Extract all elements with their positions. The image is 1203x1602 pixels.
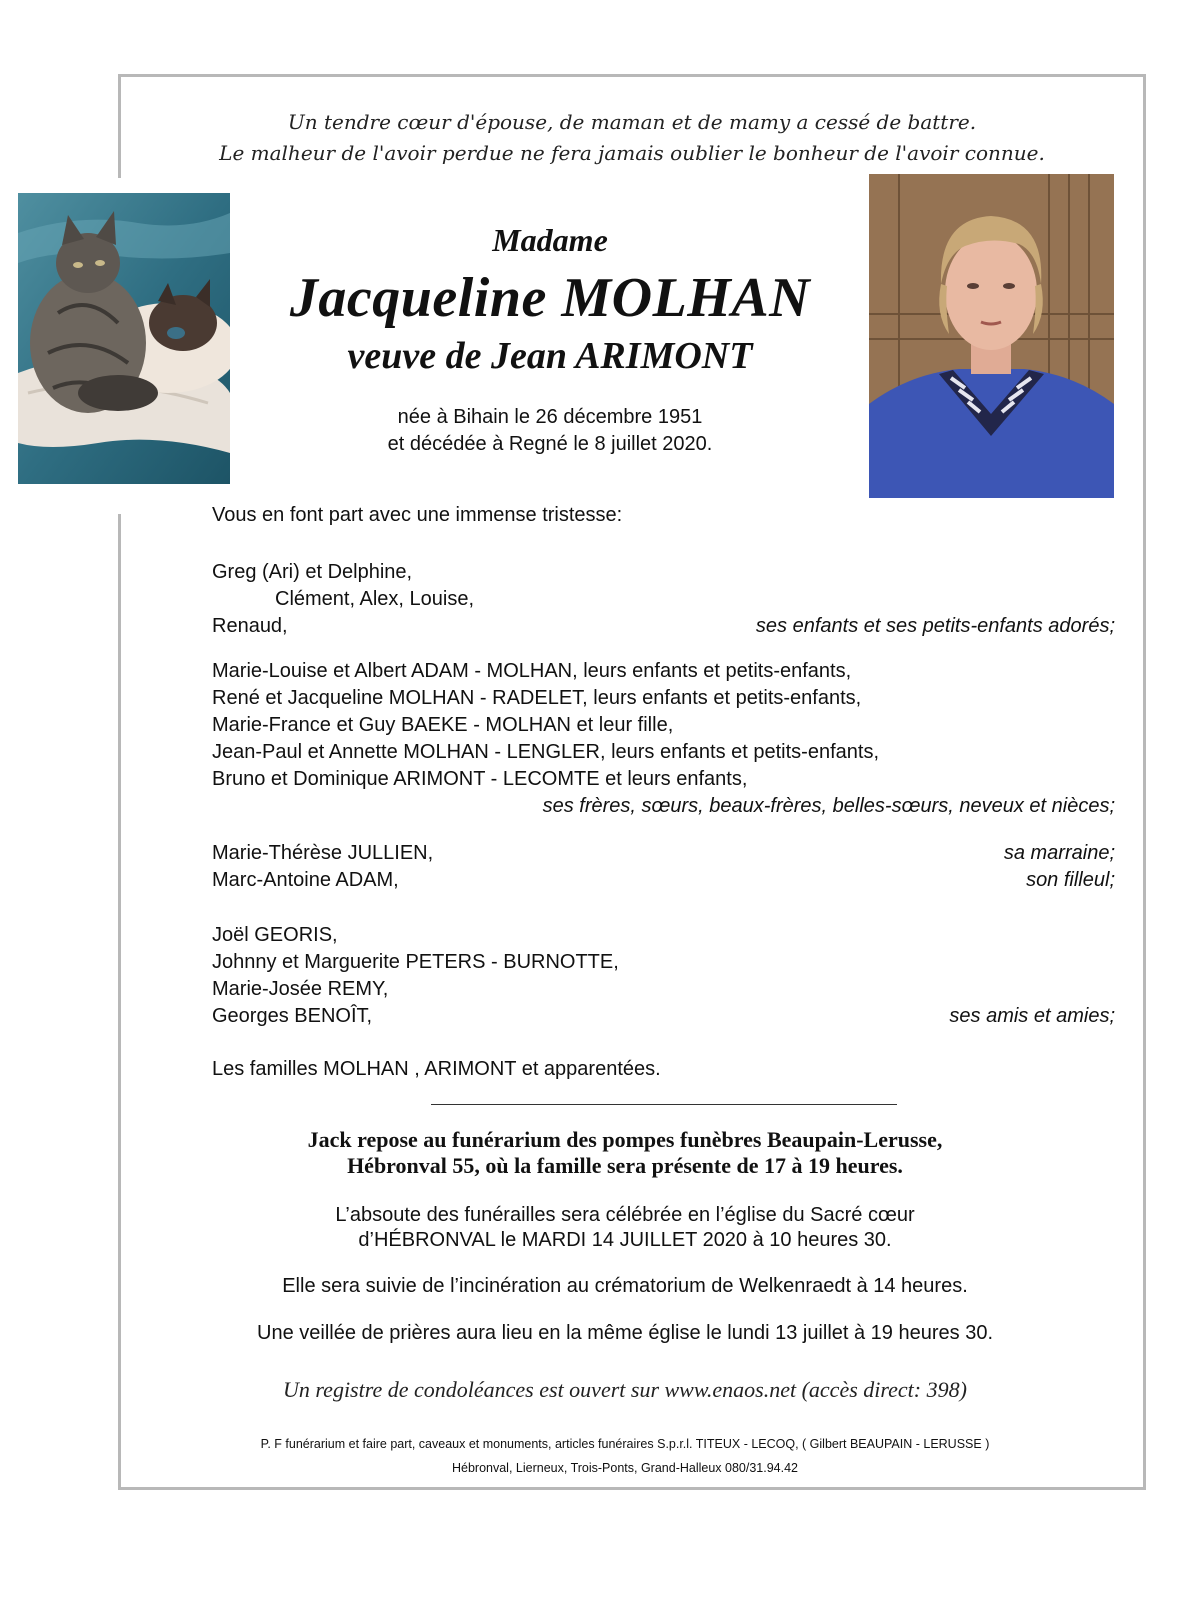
frame-border-bottom: [118, 1487, 1146, 1490]
death-info: et décédée à Regné le 8 juillet 2020.: [387, 433, 713, 455]
epitaph-line-2: Le malheur de l'avoir perdue ne fera jamais oublier le bonheur de l'avoir connue.: [219, 141, 1045, 165]
absoute-line-2: d’HÉBRONVAL le MARDI 14 JUILLET 2020 à 10 heures 30.: [358, 1229, 892, 1251]
families-line: Les familles MOLHAN , ARIMONT et apparentées.: [212, 1058, 661, 1080]
relation-role: ses enfants et ses petits-enfants adorés;: [755, 615, 1115, 637]
relation-role: ses amis et amies;: [949, 1005, 1115, 1027]
friend-line: Joël GEORIS,: [212, 924, 338, 946]
relation-role: ses frères, sœurs, beaux-frères, belles-sœurs, neveux et nièces;: [542, 795, 1115, 817]
cremation-line: Elle sera suivie de l’incinération au crématorium de Welkenraedt à 14 heures.: [282, 1275, 968, 1297]
birth-info: née à Bihain le 26 décembre 1951: [397, 406, 703, 428]
vigil-line: Une veillée de prières aura lieu en la même église le lundi 13 juillet à 19 heures 30.: [257, 1322, 993, 1344]
repose-line-1: Jack repose au funérarium des pompes funèbres Beaupain-Lerusse,: [307, 1127, 943, 1152]
cats-photo: [18, 193, 230, 484]
frame-border-top: [118, 74, 1146, 77]
widow-of: veuve de Jean ARIMONT: [347, 335, 753, 377]
footer-company: P. F funérarium et faire part, caveaux et monuments, articles funéraires S.p.r.l. TITEUX - LECOQ, ( Gilbert BEAUPAIN - LERUSSE ): [260, 1437, 990, 1451]
family-line: Greg (Ari) et Delphine,: [212, 561, 413, 583]
family-line: Jean-Paul et Annette MOLHAN - LENGLER, leurs enfants et petits-enfants,: [212, 741, 880, 763]
friend-line: Johnny et Marguerite PETERS - BURNOTTE,: [212, 951, 619, 973]
family-line: René et Jacqueline MOLHAN - RADELET, leurs enfants et petits-enfants,: [212, 687, 862, 709]
repose-line-2: Hébronval 55, où la famille sera présente de 17 à 19 heures.: [347, 1153, 903, 1178]
family-line: Renaud,: [212, 615, 288, 637]
friend-line: Georges BENOÎT,: [212, 1005, 373, 1027]
honorific-title: Madame: [492, 222, 608, 258]
family-line: Clément, Alex, Louise,: [275, 588, 474, 610]
epitaph-line-1: Un tendre cœur d'épouse, de maman et de mamy a cessé de battre.: [287, 110, 977, 134]
family-line: Marc-Antoine ADAM,: [212, 869, 399, 891]
relation-role: sa marraine;: [1003, 842, 1115, 864]
announcement-intro: Vous en font part avec une immense tristesse:: [212, 504, 623, 526]
absoute-line-1: L’absoute des funérailles sera célébrée en l’église du Sacré cœur: [335, 1204, 915, 1226]
friend-line: Marie-Josée REMY,: [212, 978, 389, 1000]
family-line: Marie-France et Guy BAEKE - MOLHAN et leur fille,: [212, 714, 674, 736]
portrait-photo: [869, 174, 1114, 498]
deceased-name: Jacqueline MOLHAN: [289, 267, 811, 329]
frame-border-right: [1143, 74, 1146, 1490]
footer-contact: Hébronval, Lierneux, Trois-Ponts, Grand-Halleux 080/31.94.42: [451, 1461, 799, 1475]
frame-border-left-lower: [118, 514, 121, 1490]
family-line: Marie-Thérèse JULLIEN,: [212, 842, 434, 864]
relation-role: son filleul;: [1026, 869, 1115, 891]
family-line: Marie-Louise et Albert ADAM - MOLHAN, leurs enfants et petits-enfants,: [212, 660, 852, 682]
family-line: Bruno et Dominique ARIMONT - LECOMTE et leurs enfants,: [212, 768, 748, 790]
condolence-registry: Un registre de condoléances est ouvert sur www.enaos.net (accès direct: 398): [283, 1377, 967, 1402]
divider: [431, 1104, 897, 1105]
